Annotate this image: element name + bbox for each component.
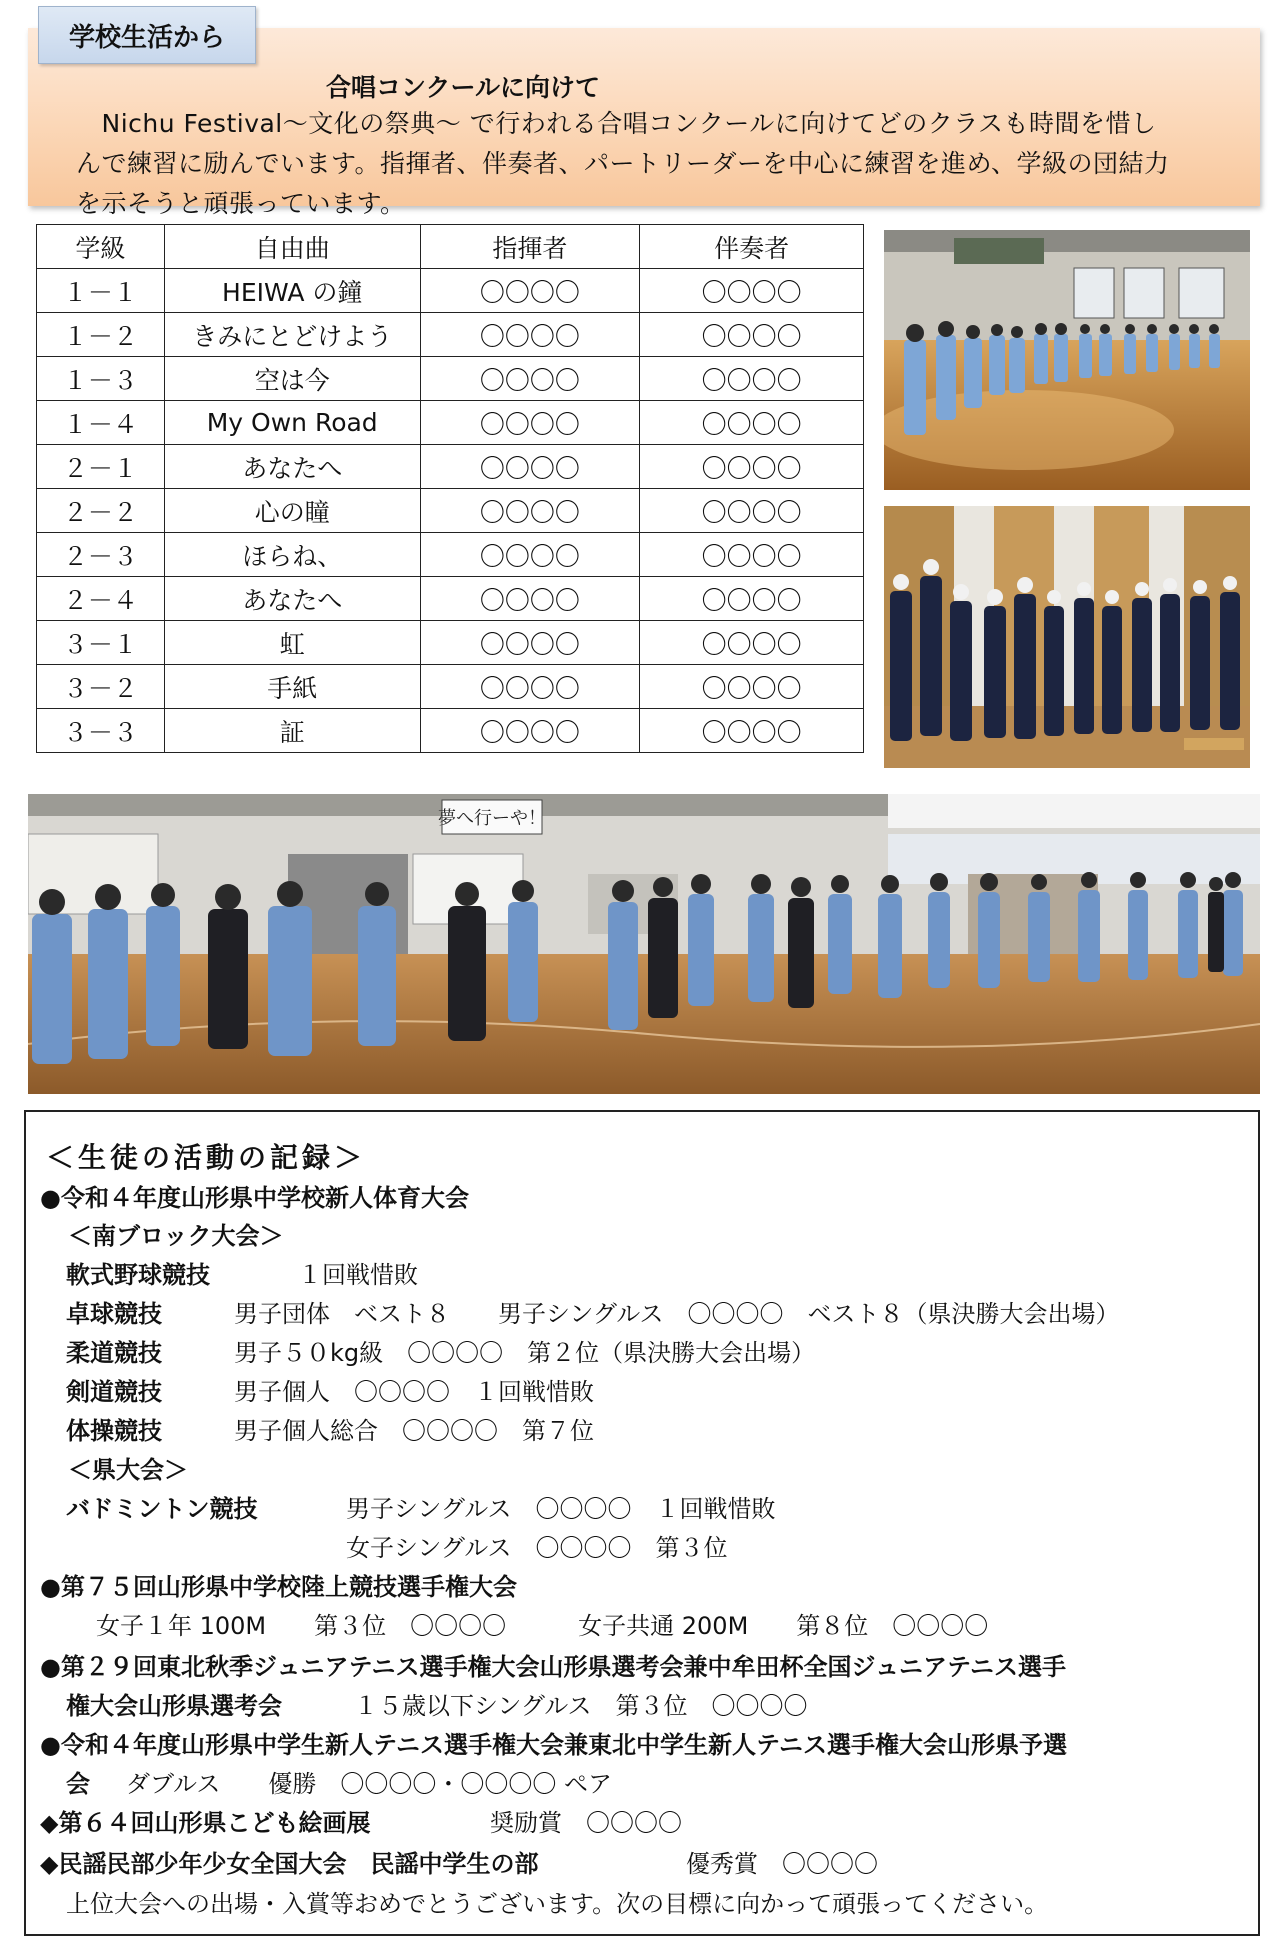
gym-sign: 夢へ行ーや！ (438, 808, 546, 829)
cell-accompanist: 〇〇〇〇 (640, 533, 864, 577)
table-row (37, 357, 864, 401)
record-result: ダブルス 優勝 〇〇〇〇・〇〇〇〇 ペア (126, 1770, 612, 1798)
record-sport: 軟式野球競技 (66, 1261, 210, 1289)
record-result: １５歳以下シングルス 第３位 〇〇〇〇 (354, 1692, 808, 1720)
cell-class: ２－２ (37, 489, 165, 533)
cell-conductor: 〇〇〇〇 (420, 665, 640, 709)
record-event-title: 会 (66, 1770, 90, 1798)
cell-song: HEIWA の鐘 (164, 269, 420, 313)
table-row (37, 269, 864, 313)
cell-conductor: 〇〇〇〇 (420, 709, 640, 753)
table-row (37, 489, 864, 533)
cell-song: ほらね、 (164, 533, 420, 577)
table-row (37, 577, 864, 621)
cell-song: 空は今 (164, 357, 420, 401)
cell-song: あなたへ (164, 445, 420, 489)
record-sport: 柔道競技 (66, 1339, 162, 1367)
cell-accompanist: 〇〇〇〇 (640, 665, 864, 709)
cell-accompanist: 〇〇〇〇 (640, 621, 864, 665)
activity-record-box (24, 1110, 1260, 1936)
cell-song: 心の瞳 (164, 489, 420, 533)
record-event-title: ●第７５回山形県中学校陸上競技選手権大会 (40, 1573, 517, 1601)
cell-song: きみにとどけよう (164, 313, 420, 357)
cell-class: １－３ (37, 357, 165, 401)
photo-gym-practice (884, 230, 1250, 490)
header-conductor: 指揮者 (420, 225, 640, 269)
cell-accompanist: 〇〇〇〇 (640, 489, 864, 533)
record-event-title: ●第２９回東北秋季ジュニアテニス選手権大会山形県選考会兼中牟田杯全国ジュニアテニス選手 (40, 1653, 1067, 1681)
cell-conductor: 〇〇〇〇 (420, 313, 640, 357)
record-subheading: ＜県大会＞ (68, 1456, 188, 1484)
cell-accompanist: 〇〇〇〇 (640, 313, 864, 357)
table-row (37, 533, 864, 577)
record-event-title: ●令和４年度山形県中学校新人体育大会 (40, 1184, 469, 1212)
table-row (37, 445, 864, 489)
header-accompanist: 伴奏者 (640, 225, 864, 269)
record-result: 男子シングルス 〇〇〇〇 １回戦惜敗 (346, 1495, 776, 1523)
photo-chorus-uniforms (884, 506, 1250, 768)
cell-class: ３－３ (37, 709, 165, 753)
record-closing: 上位大会への出場・入賞等おめでとうございます。次の目標に向かって頑張ってください。 (66, 1890, 1049, 1918)
cell-song: 証 (164, 709, 420, 753)
table-row (37, 665, 864, 709)
photo-gym-assembly (28, 794, 1260, 1094)
record-sport: 卓球競技 (66, 1300, 162, 1328)
cell-song: 手紙 (164, 665, 420, 709)
table-row (37, 709, 864, 753)
header-class: 学級 (37, 225, 165, 269)
record-result: 優秀賞 〇〇〇〇 (686, 1850, 878, 1878)
cell-accompanist: 〇〇〇〇 (640, 269, 864, 313)
record-result: 男子個人 〇〇〇〇 １回戦惜敗 (234, 1378, 594, 1406)
record-result: １回戦惜敗 (298, 1261, 418, 1289)
cell-class: ３－２ (37, 665, 165, 709)
banner-body (76, 104, 1276, 224)
cell-class: ３－１ (37, 621, 165, 665)
record-event-title: ●令和４年度山形県中学生新人テニス選手権大会兼東北中学生新人テニス選手権大会山形県予選 (40, 1731, 1068, 1759)
cell-conductor: 〇〇〇〇 (420, 269, 640, 313)
record-event-title: ◆民謡民部少年少女全国大会 民謡中学生の部 (40, 1850, 539, 1878)
cell-conductor: 〇〇〇〇 (420, 401, 640, 445)
cell-conductor: 〇〇〇〇 (420, 577, 640, 621)
cell-accompanist: 〇〇〇〇 (640, 577, 864, 621)
header-song: 自由曲 (164, 225, 420, 269)
cell-conductor: 〇〇〇〇 (420, 489, 640, 533)
record-sport: 体操競技 (66, 1417, 162, 1445)
record-event-title: ◆第６４回山形県こども絵画展 (40, 1809, 371, 1837)
table-row (37, 401, 864, 445)
cell-song: My Own Road (164, 401, 420, 445)
cell-class: ２－３ (37, 533, 165, 577)
cell-conductor: 〇〇〇〇 (420, 621, 640, 665)
cell-accompanist: 〇〇〇〇 (640, 445, 864, 489)
cell-accompanist: 〇〇〇〇 (640, 709, 864, 753)
record-heading: ＜生徒の活動の記録＞ (46, 1141, 367, 1174)
section-tag: 学校生活から (38, 6, 256, 64)
cell-class: １－４ (37, 401, 165, 445)
cell-accompanist: 〇〇〇〇 (640, 357, 864, 401)
table-row (37, 621, 864, 665)
cell-conductor: 〇〇〇〇 (420, 533, 640, 577)
record-sport: バドミントン競技 (66, 1495, 258, 1523)
chorus-table (36, 224, 864, 753)
cell-class: ２－４ (37, 577, 165, 621)
banner-line: Nichu Festival～文化の祭典～ で行われる合唱コンクールに向けてどのクラスも時間を惜し (76, 109, 1157, 138)
cell-class: １－１ (37, 269, 165, 313)
record-result: 女子１年 100M 第３位 〇〇〇〇 女子共通 200M 第８位 〇〇〇〇 (96, 1612, 989, 1640)
record-sport: 剣道競技 (66, 1378, 162, 1406)
cell-conductor: 〇〇〇〇 (420, 445, 640, 489)
cell-song: 虹 (164, 621, 420, 665)
record-result: 男子個人総合 〇〇〇〇 第７位 (234, 1417, 594, 1445)
cell-song: あなたへ (164, 577, 420, 621)
banner-title: 合唱コンクールに向けて (326, 73, 601, 102)
cell-conductor: 〇〇〇〇 (420, 357, 640, 401)
record-subheading: ＜南ブロック大会＞ (68, 1222, 284, 1250)
record-result: 男子団体 ベスト８ 男子シングルス 〇〇〇〇 ベスト８（県決勝大会出場） (234, 1300, 1120, 1328)
cell-class: １－２ (37, 313, 165, 357)
record-result: 男子５０kg級 〇〇〇〇 第２位（県決勝大会出場） (234, 1339, 816, 1367)
table-row (37, 313, 864, 357)
record-result: 女子シングルス 〇〇〇〇 第３位 (346, 1534, 728, 1562)
cell-accompanist: 〇〇〇〇 (640, 401, 864, 445)
banner-line: んで練習に励んでいます。指揮者、伴奏者、パートリーダーを中心に練習を進め、学級の団結力 (76, 149, 1170, 178)
cell-class: ２－１ (37, 445, 165, 489)
table-header-row (37, 225, 864, 269)
banner-line: を示そうと頑張っています。 (76, 189, 406, 218)
record-result: 奨励賞 〇〇〇〇 (490, 1809, 682, 1837)
record-event-title: 権大会山形県選考会 (66, 1692, 282, 1720)
